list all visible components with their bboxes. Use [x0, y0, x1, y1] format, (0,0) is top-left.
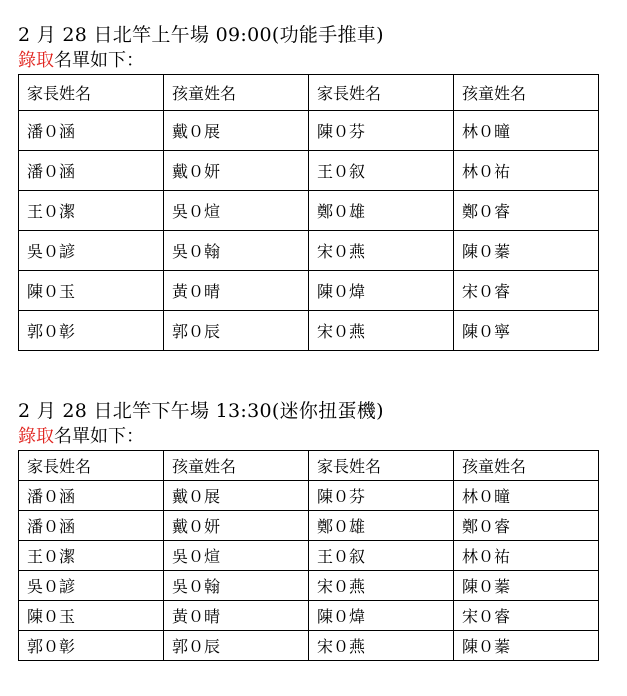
- parent-name-cell: 潘０涵: [19, 151, 164, 191]
- table-row: [19, 231, 599, 271]
- child-name-cell: 林０祐: [454, 151, 599, 191]
- child-name-cell: 吳０翰: [164, 231, 309, 271]
- table-row: [19, 601, 599, 631]
- list-label: 名單如下：: [54, 426, 144, 447]
- parent-name-cell: 王０叙: [309, 541, 454, 571]
- parent-name-cell: 陳０煒: [309, 271, 454, 311]
- child-name-cell: 黃０晴: [164, 271, 309, 311]
- admission-label: 錄取: [18, 50, 54, 71]
- admission-label: 錄取: [18, 426, 54, 447]
- parent-name-cell: 陳０芬: [309, 481, 454, 511]
- parent-name-cell: 潘０涵: [19, 111, 164, 151]
- parent-name-cell: 宋０燕: [309, 231, 454, 271]
- admission-subtitle: [18, 426, 598, 450]
- table-row: [19, 311, 599, 351]
- header-parent-name: 家長姓名: [19, 451, 164, 481]
- child-name-cell: 宋０睿: [454, 601, 599, 631]
- parent-name-cell: 王０叙: [309, 151, 454, 191]
- session-morning: [18, 22, 598, 351]
- table-row: [19, 541, 599, 571]
- table-row: [19, 631, 599, 661]
- child-name-cell: 陳０寧: [454, 311, 599, 351]
- child-name-cell: 陳０蓁: [454, 231, 599, 271]
- admission-table: [18, 450, 599, 661]
- table-row: [19, 191, 599, 231]
- parent-name-cell: 郭０彰: [19, 311, 164, 351]
- parent-name-cell: 鄭０雄: [309, 191, 454, 231]
- child-name-cell: 戴０妍: [164, 511, 309, 541]
- child-name-cell: 郭０辰: [164, 311, 309, 351]
- list-label: 名單如下：: [54, 50, 144, 71]
- parent-name-cell: 鄭０雄: [309, 511, 454, 541]
- parent-name-cell: 陳０玉: [19, 601, 164, 631]
- parent-name-cell: 郭０彰: [19, 631, 164, 661]
- child-name-cell: 吳０煊: [164, 541, 309, 571]
- table-row: [19, 151, 599, 191]
- parent-name-cell: 宋０燕: [309, 571, 454, 601]
- child-name-cell: 林０祐: [454, 541, 599, 571]
- child-name-cell: 林０曈: [454, 481, 599, 511]
- child-name-cell: 戴０展: [164, 111, 309, 151]
- parent-name-cell: 宋０燕: [309, 311, 454, 351]
- child-name-cell: 吳０煊: [164, 191, 309, 231]
- admission-table: [18, 74, 599, 351]
- header-child-name: 孩童姓名: [164, 451, 309, 481]
- parent-name-cell: 陳０煒: [309, 601, 454, 631]
- parent-name-cell: 宋０燕: [309, 631, 454, 661]
- table-row: [19, 571, 599, 601]
- table-row: [19, 271, 599, 311]
- header-child-name: 孩童姓名: [164, 75, 309, 111]
- child-name-cell: 宋０睿: [454, 271, 599, 311]
- parent-name-cell: 陳０玉: [19, 271, 164, 311]
- child-name-cell: 鄭０睿: [454, 191, 599, 231]
- header-parent-name: 家長姓名: [19, 75, 164, 111]
- child-name-cell: 郭０辰: [164, 631, 309, 661]
- parent-name-cell: 吳０諺: [19, 571, 164, 601]
- table-row: [19, 481, 599, 511]
- child-name-cell: 林０曈: [454, 111, 599, 151]
- child-name-cell: 黃０晴: [164, 601, 309, 631]
- table-header-row: [19, 75, 599, 111]
- child-name-cell: 陳０蓁: [454, 631, 599, 661]
- header-parent-name: 家長姓名: [309, 75, 454, 111]
- header-parent-name: 家長姓名: [309, 451, 454, 481]
- parent-name-cell: 王０潔: [19, 541, 164, 571]
- header-child-name: 孩童姓名: [454, 75, 599, 111]
- child-name-cell: 陳０蓁: [454, 571, 599, 601]
- child-name-cell: 鄭０睿: [454, 511, 599, 541]
- parent-name-cell: 潘０涵: [19, 481, 164, 511]
- child-name-cell: 吳０翰: [164, 571, 309, 601]
- table-row: [19, 111, 599, 151]
- child-name-cell: 戴０展: [164, 481, 309, 511]
- parent-name-cell: 潘０涵: [19, 511, 164, 541]
- parent-name-cell: 陳０芬: [309, 111, 454, 151]
- session-title: 2 月 28 日北竿下午場 13:30(迷你扭蛋機): [18, 400, 384, 422]
- parent-name-cell: 吳０諺: [19, 231, 164, 271]
- admission-subtitle: [18, 50, 598, 74]
- session-afternoon: [18, 398, 598, 661]
- child-name-cell: 戴０妍: [164, 151, 309, 191]
- table-header-row: [19, 451, 599, 481]
- parent-name-cell: 王０潔: [19, 191, 164, 231]
- header-child-name: 孩童姓名: [454, 451, 599, 481]
- table-row: [19, 511, 599, 541]
- session-title: 2 月 28 日北竿上午場 09:00(功能手推車): [18, 24, 384, 46]
